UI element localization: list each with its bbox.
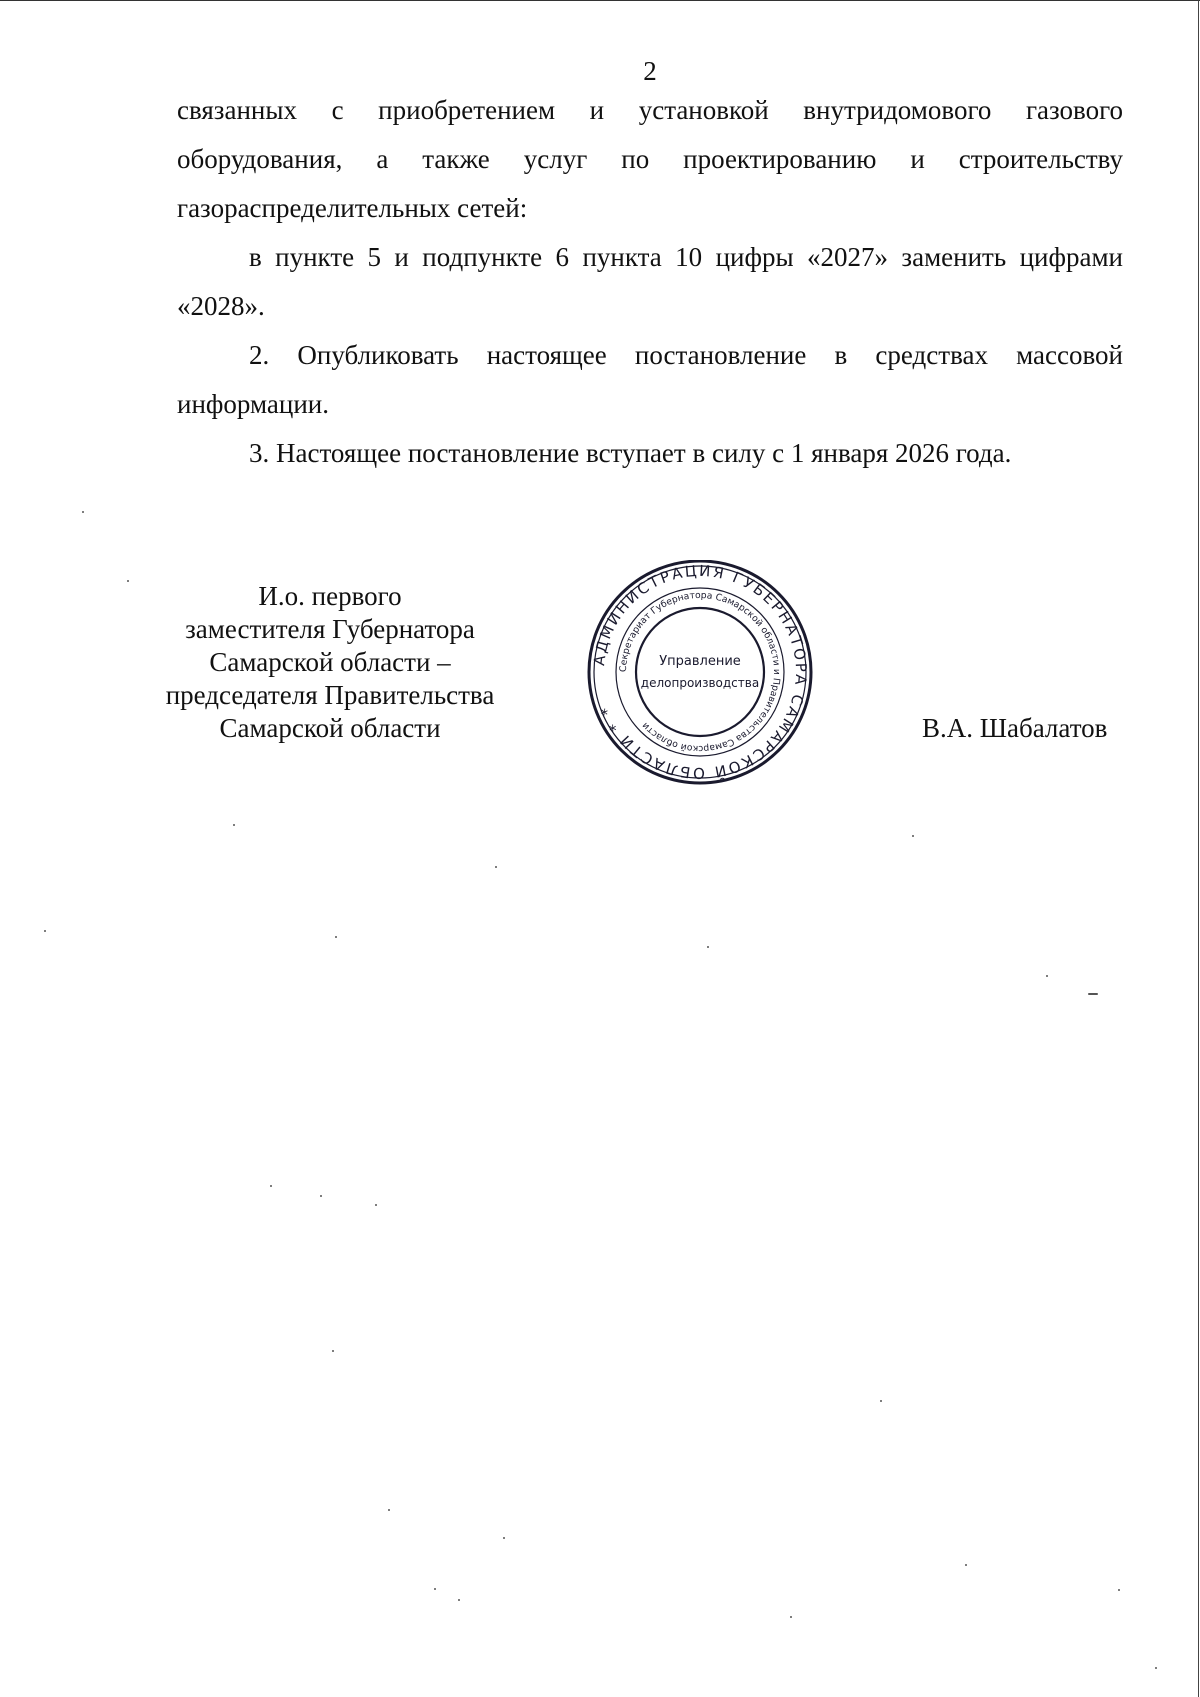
paragraph-4-line-1: 3. Настоящее постановление вступает в силу с 1 января 2026 года. [249,438,1012,468]
signatory-title-line: заместителя Губернатора [185,614,475,644]
scan-top-edge [0,0,1200,1]
official-seal [585,560,815,785]
paragraph-2-line-1: в пункте 5 и подпункте 6 пункта 10 цифры «2027» заменить цифрами [249,242,1123,272]
paragraph-2-line-2: «2028». [177,291,265,321]
signatory-title [150,580,510,745]
paragraph-1-line-3: газораспределительных сетей: [177,193,528,223]
seal-outer-text: АДМИНИСТРАЦИЯ ГУБЕРНАТОРА САМАРСКОЙ ОБЛАСТИ * * [590,561,811,783]
paragraph-1-line-2: оборудования, а также услуг по проектированию и строительству [177,144,1123,174]
paragraph-3-line-2: информации. [177,389,329,419]
paragraph-1-line-1: связанных с приобретением и установкой внутридомового газового [177,95,1123,125]
seal-center-line-1: Управление [659,654,741,669]
signatory-title-line: Самарской области [219,713,441,743]
signatory-title-line: И.о. первого [258,581,402,611]
paragraph-3-line-1: 2. Опубликовать настоящее постановление в средствах массовой [249,340,1123,370]
signatory-name: В.А. Шабалатов [922,713,1108,743]
seal-inner-text: Секретариат Губернатора Самарской области и Правительства Самарской области [617,589,783,755]
seal-center-line-2: делопроизводства [640,676,760,690]
scan-right-edge [1198,0,1199,1697]
signatory-title-line: председателя Правительства [165,680,495,710]
signatory-title-line: Самарской области – [209,647,451,677]
page-number: 2 [643,56,657,86]
